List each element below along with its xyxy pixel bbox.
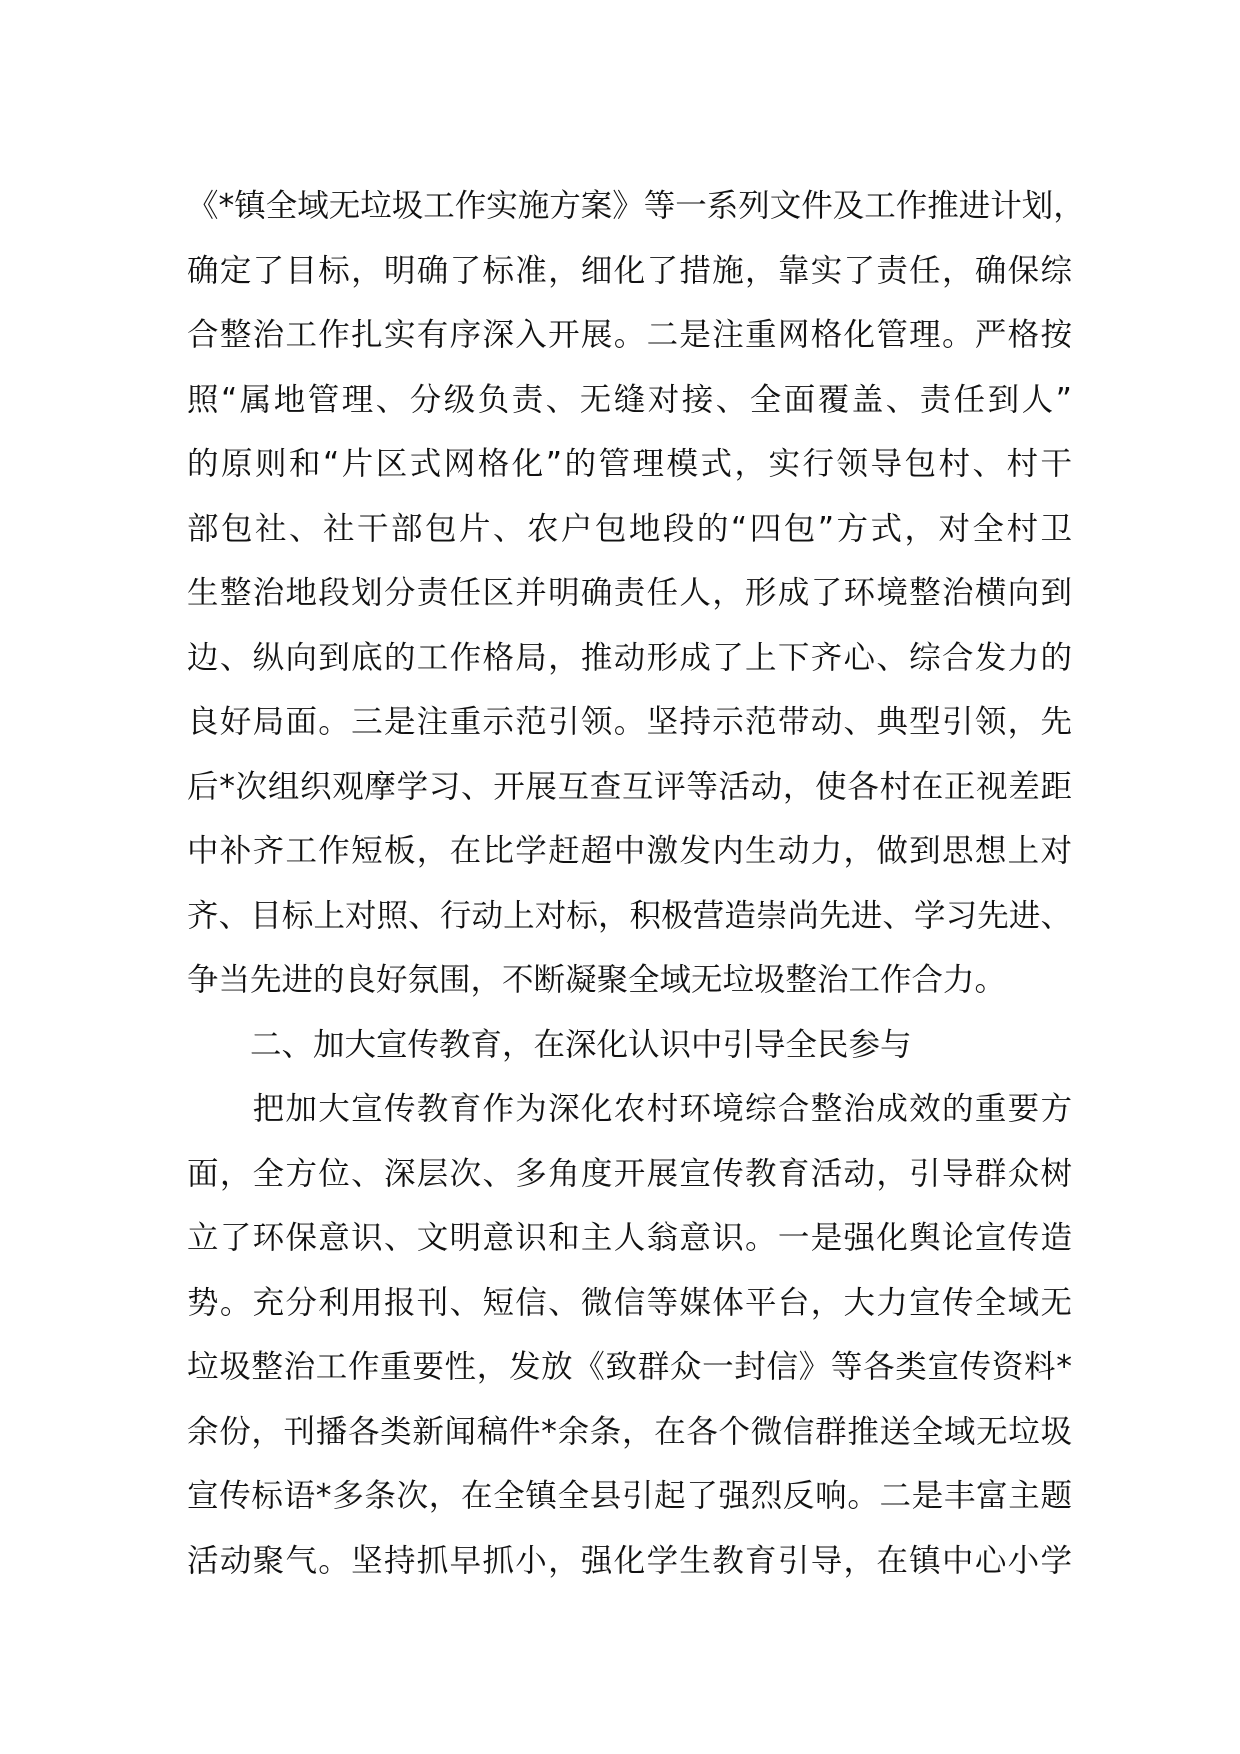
body-line: 后*次组织观摩学习、开展互查互评等活动，使各村在正视差距	[187, 768, 1072, 805]
body-line: 的原则和“片区式网格化”的管理模式，实行领导包村、村干	[187, 446, 1072, 482]
body-line: 活动聚气。坚持抓早抓小，强化学生教育引导，在镇中心小学	[187, 1542, 1072, 1579]
body-line: 中补齐工作短板，在比学赶超中激发内生动力，做到思想上对	[187, 833, 1072, 869]
body-line: 宣传标语*多条次，在全镇全县引起了强烈反响。二是丰富主题	[187, 1478, 1072, 1514]
body-line: 齐、目标上对照、行动上对标，积极营造崇尚先进、学习先进、	[187, 897, 1072, 934]
body-line: 争当先进的良好氛围，不断凝聚全域无垃圾整治工作合力。	[187, 962, 1007, 998]
body-line: 生整治地段划分责任区并明确责任人，形成了环境整治横向到	[187, 575, 1072, 611]
body-line: 势。充分利用报刊、短信、微信等媒体平台，大力宣传全域无	[187, 1284, 1072, 1321]
body-line: 立了环保意识、文明意识和主人翁意识。一是强化舆论宣传造	[187, 1220, 1072, 1256]
body-line: 面，全方位、深层次、多角度开展宣传教育活动，引导群众树	[187, 1155, 1072, 1192]
body-line: 边、纵向到底的工作格局，推动形成了上下齐心、综合发力的	[187, 639, 1072, 676]
body-line: 照“属地管理、分级负责、无缝对接、全面覆盖、责任到人”	[187, 381, 1072, 418]
body-line: 良好局面。三是注重示范引领。坚持示范带动、典型引领，先	[187, 704, 1072, 740]
body-line: 合整治工作扎实有序深入开展。二是注重网格化管理。严格按	[187, 317, 1072, 353]
body-line: 垃圾整治工作重要性，发放《致群众一封信》等各类宣传资料*	[187, 1349, 1072, 1385]
section-heading: 二、加大宣传教育，在深化认识中引导全民参与	[187, 1026, 912, 1063]
document-body	[187, 174, 1085, 1593]
body-line: 部包社、社干部包片、农户包地段的“四包”方式，对全村卫	[187, 510, 1072, 547]
body-line: 《*镇全域无垃圾工作实施方案》等一系列文件及工作推进计划，	[187, 188, 1085, 224]
body-line: 确定了目标，明确了标准，细化了措施，靠实了责任，确保综	[187, 252, 1072, 289]
body-line: 把加大宣传教育作为深化农村环境综合整治成效的重要方	[187, 1091, 1072, 1127]
body-line: 余份，刊播各类新闻稿件*余条，在各个微信群推送全域无垃圾	[187, 1413, 1072, 1450]
